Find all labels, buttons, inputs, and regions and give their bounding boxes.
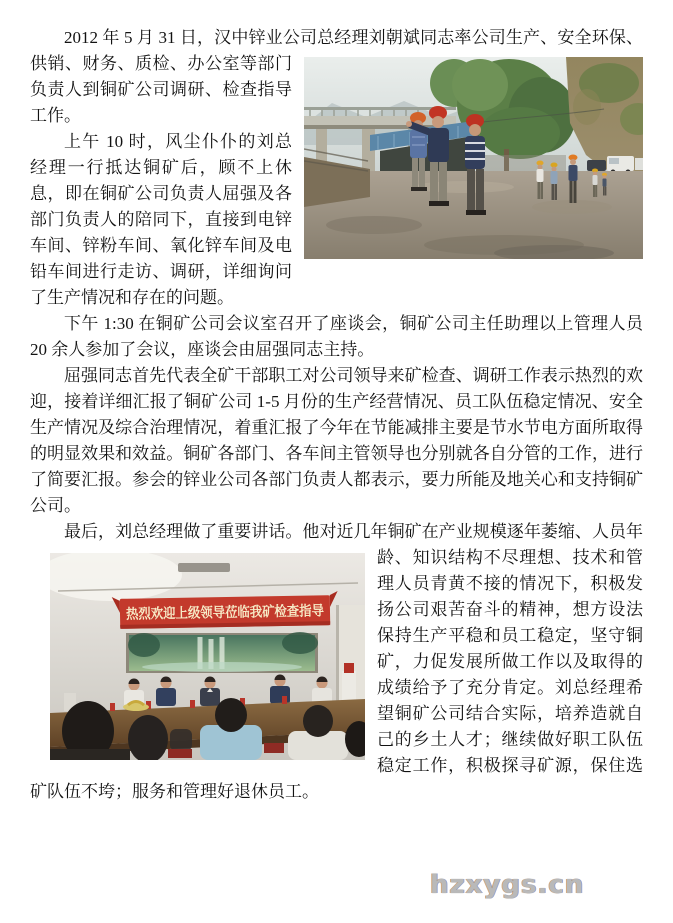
paragraph-intro — [30, 25, 643, 129]
mine-site-photo-graphic — [304, 57, 643, 259]
mine-site-photo — [304, 57, 643, 259]
paragraph-speech — [30, 519, 643, 805]
meeting-room-photo — [50, 553, 365, 760]
welcome-banner-text: 热烈欢迎上级领导莅临我矿检查指导 — [125, 603, 351, 623]
paragraph-speech-rest: 人员年龄、知识结构不尽理想、技术和管理人员青黄不接的情况下，积极发扬公司艰苦奋斗的精神，想方设法保持生产平稳和员工稳定，坚守铜矿，力促发展所做工作以及取得的成绩给予了充分肯定。刘总经理希望铜矿公司结合实际，培养造就自己的乡土人才；继续做好职工队伍稳定工作，积极探寻矿源，保住选矿队伍不垮；服务和管理好退休员工。 — [30, 522, 643, 801]
paragraph-report: 屈强同志首先代表全矿干部职工对公司领导来矿检查、调研工作表示热烈的欢迎，接着详细汇报了铜矿公司 1-5 月份的生产经营情况、员工队伍稳定情况、安全生产情况及综合治理情况，着重汇报了今年在节能减排主要是节水节电方面所取得的明显效果和效益。铜矿各部门、各车间主管领导也分别就各自分管的工作，进行了简要汇报。参会的锌业公司各部门负责人都表示，要力所能及地关心和支持铜矿公司。 — [30, 366, 643, 515]
door-and-dispenser — [336, 605, 365, 705]
paragraph-intro-rest: 全环保、供销、财务、质检、办公室等部门负责人到铜矿公司调研、检查指导工作。 — [30, 28, 644, 125]
meeting-room-photo-graphic — [50, 553, 365, 760]
paragraph-speech-lead: 最后，刘总经理做了重要讲话。他对近几年铜矿在产业规模逐年萎缩、 — [64, 522, 592, 541]
paragraph-afternoon-meeting: 下午 1:30 在铜矿公司会议室召开了座谈会，铜矿公司主任助理以上管理人员 20 余人参加了会议，座谈会由屈强同志主持。 — [30, 314, 643, 359]
site-watermark: hzxygs.cn — [430, 870, 585, 900]
landscape-painting — [126, 632, 318, 673]
paragraph-intro-lead: 2012 年 5 月 31 日，汉中锌业公司总经理刘朝斌同志率公司生产、安 — [64, 28, 575, 47]
paragraph-morning-visit: 上午 10 时，风尘仆仆的刘总经理一行抵达铜矿后，顾不上休息，即在铜矿公司负责人屈强及各部门负责人的陪同下，直接到电锌车间、锌粉车间、氧化锌车间及电铅车间进行走访、调研，详细询问了生产情况和存在的问题。 — [30, 132, 292, 307]
ceiling-fixture — [178, 563, 230, 572]
